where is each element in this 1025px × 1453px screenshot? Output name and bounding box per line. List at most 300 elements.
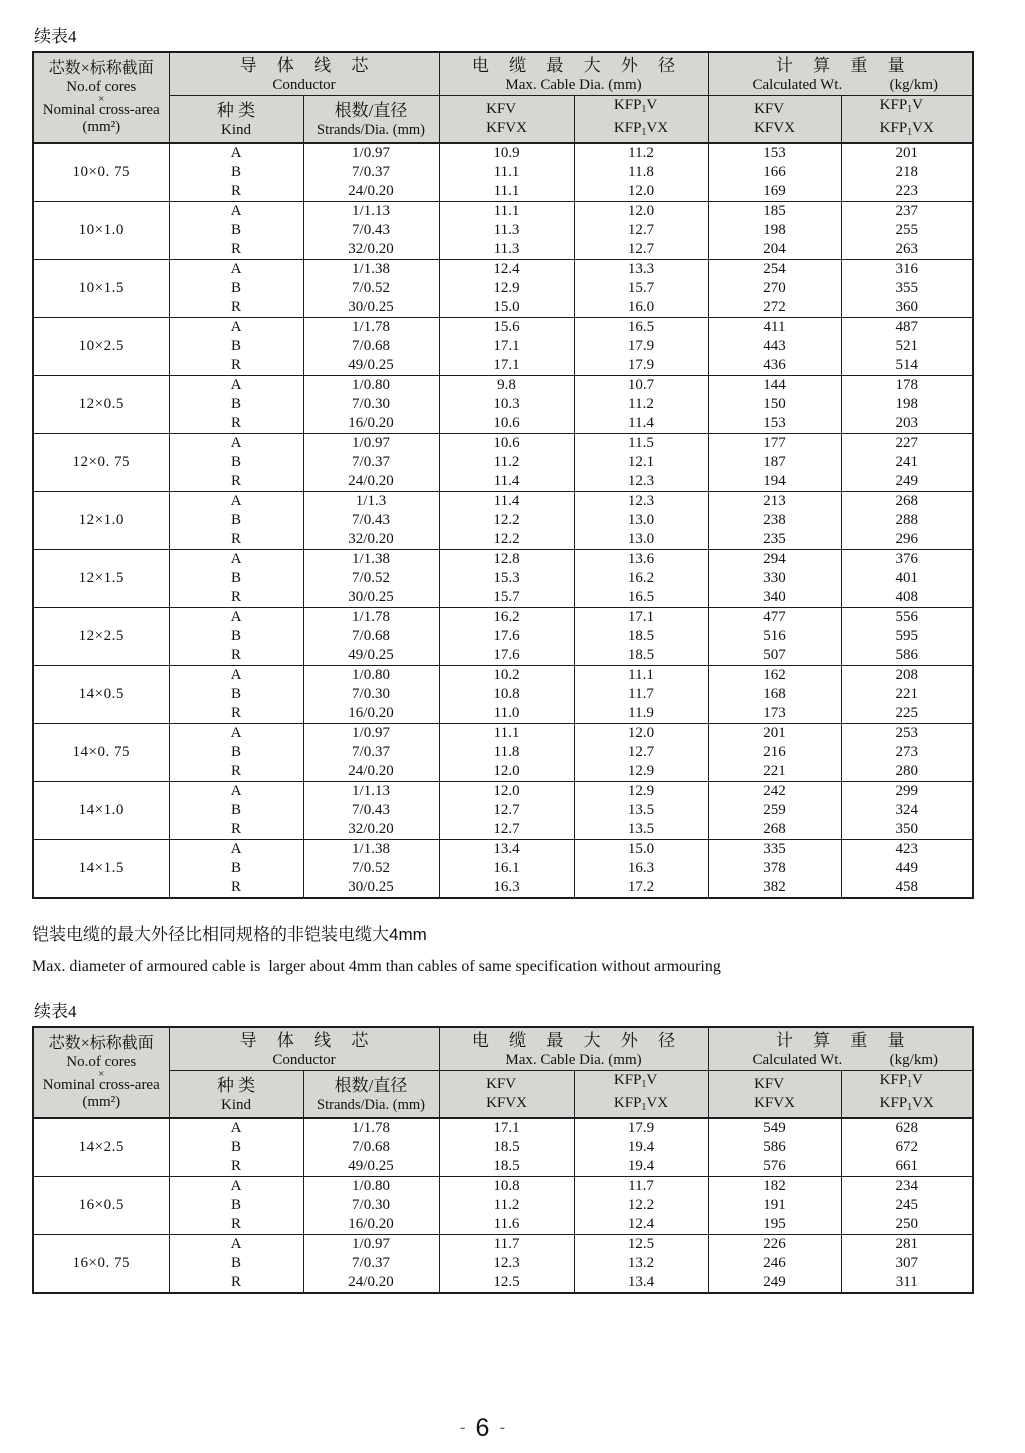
header-wt-kfp1v bbox=[841, 1071, 973, 1119]
cell-line: 12.3 bbox=[627, 473, 655, 489]
dia-kfp1v-cell bbox=[574, 724, 708, 782]
cross-area-label: 12×0. 75 bbox=[33, 434, 169, 492]
header-cross-area-en1: No.of cores bbox=[66, 1054, 137, 1070]
cell-line: 11.6 bbox=[493, 1216, 520, 1232]
dia-kfv-cell bbox=[439, 143, 574, 202]
cell-line: 18.5 bbox=[493, 1139, 520, 1155]
header-cross-area-en1: No.of cores bbox=[66, 79, 137, 95]
cell-line: 280 bbox=[895, 763, 918, 779]
cell-line: 17.6 bbox=[493, 628, 520, 644]
kind-cell bbox=[169, 1118, 303, 1177]
cell-line: 32/0.20 bbox=[348, 821, 394, 837]
cell-line: 1/1.78 bbox=[352, 609, 390, 625]
cell-line: R bbox=[230, 299, 241, 315]
cell-line: 30/0.25 bbox=[348, 879, 394, 895]
wt-kfp1v-cell bbox=[841, 782, 973, 840]
dia-kfp1v-cell bbox=[574, 666, 708, 724]
cell-line: 16.3 bbox=[493, 879, 520, 895]
cell-line: 458 bbox=[895, 879, 918, 895]
wt-kfv-cell bbox=[708, 434, 841, 492]
strands-cell bbox=[303, 840, 439, 899]
cell-line: 12.8 bbox=[493, 551, 520, 567]
cell-line: 17.9 bbox=[627, 357, 655, 373]
cell-line: 17.2 bbox=[627, 879, 655, 895]
cell-line: 182 bbox=[763, 1178, 786, 1194]
cell-line: 449 bbox=[895, 860, 918, 876]
kfp1vx-label: $KFP_1VX$ bbox=[613, 120, 669, 138]
cell-line: 16/0.20 bbox=[348, 1216, 394, 1232]
table-group-row bbox=[33, 608, 973, 666]
cell-line: R bbox=[230, 415, 241, 431]
cell-line: A bbox=[230, 203, 242, 219]
cell-line: 11.8 bbox=[628, 164, 654, 180]
cell-line: 12.9 bbox=[627, 783, 655, 799]
cell-line: 16.5 bbox=[627, 589, 655, 605]
cell-line: 355 bbox=[895, 280, 918, 296]
wt-kfv-cell bbox=[708, 1118, 841, 1177]
kfvx-label: KFVX bbox=[486, 1095, 527, 1111]
cell-line: 13.0 bbox=[627, 512, 655, 528]
cell-line: 15.0 bbox=[493, 299, 520, 315]
dia-kfv-cell bbox=[439, 782, 574, 840]
kfvx-label: KFVX bbox=[486, 120, 527, 136]
table2-body bbox=[33, 1118, 973, 1293]
kind-cell bbox=[169, 143, 303, 202]
cell-line: 12.0 bbox=[627, 203, 655, 219]
cell-line: 556 bbox=[895, 609, 918, 625]
header-kind-cn: 种 类 bbox=[216, 100, 256, 120]
cell-line: 11.0 bbox=[493, 705, 520, 721]
cell-line: 259 bbox=[763, 802, 786, 818]
cell-line: 225 bbox=[895, 705, 918, 721]
cell-line: 234 bbox=[895, 1178, 918, 1194]
cell-line: 12.7 bbox=[627, 744, 655, 760]
wt-kfv-cell bbox=[708, 550, 841, 608]
cell-line: 1/1.13 bbox=[352, 783, 390, 799]
cell-line: 1/0.97 bbox=[352, 435, 390, 451]
cell-line: 294 bbox=[763, 551, 786, 567]
cell-line: A bbox=[230, 609, 242, 625]
dia-kfp1v-cell bbox=[574, 376, 708, 434]
cell-line: 15.7 bbox=[493, 589, 520, 605]
dia-kfv-cell bbox=[439, 608, 574, 666]
dia-kfp1v-cell bbox=[574, 1118, 708, 1177]
cell-line: 169 bbox=[763, 183, 786, 199]
strands-cell bbox=[303, 434, 439, 492]
cell-line: 13.2 bbox=[627, 1255, 655, 1271]
cell-line: 216 bbox=[763, 744, 786, 760]
cell-line: 17.6 bbox=[493, 647, 520, 663]
cell-line: 281 bbox=[895, 1236, 918, 1252]
cell-line: 49/0.25 bbox=[348, 647, 394, 663]
cell-line: 268 bbox=[895, 493, 918, 509]
cell-line: A bbox=[230, 377, 242, 393]
table-group-row bbox=[33, 1235, 973, 1294]
cell-line: 17.1 bbox=[493, 338, 520, 354]
wt-kfv-cell bbox=[708, 202, 841, 260]
header-max-dia bbox=[439, 1027, 708, 1071]
dia-kfv-cell bbox=[439, 666, 574, 724]
cell-line: 242 bbox=[763, 783, 786, 799]
cross-area-label: 14×1.0 bbox=[33, 782, 169, 840]
cell-line: 16.0 bbox=[627, 299, 655, 315]
cell-line: 11.4 bbox=[493, 473, 520, 489]
cell-line: B bbox=[230, 744, 241, 760]
cell-line: 153 bbox=[763, 145, 786, 161]
header-cross-area-unit: (mm²) bbox=[82, 1094, 121, 1110]
cell-line: 507 bbox=[763, 647, 786, 663]
cell-line: 12.7 bbox=[493, 802, 520, 818]
cell-line: 13.5 bbox=[627, 821, 655, 837]
cell-line: 11.4 bbox=[493, 493, 520, 509]
cell-line: 201 bbox=[895, 145, 918, 161]
wt-kfp1v-cell bbox=[841, 1177, 973, 1235]
kind-cell bbox=[169, 550, 303, 608]
kfp1vx-label: $KFP_1VX$ bbox=[879, 1095, 934, 1113]
cell-line: 168 bbox=[763, 686, 786, 702]
cell-line: 307 bbox=[895, 1255, 918, 1271]
cell-line: 376 bbox=[895, 551, 918, 567]
cell-line: 12.0 bbox=[627, 725, 655, 741]
table1-title: 续表4 bbox=[34, 27, 77, 46]
cell-line: 7/0.37 bbox=[352, 164, 390, 180]
cell-line: 11.2 bbox=[493, 454, 520, 470]
kfv-label: KFV bbox=[754, 1076, 785, 1092]
cell-line: 16.2 bbox=[493, 609, 520, 625]
table-group-row bbox=[33, 318, 973, 376]
header-dia-kfv bbox=[439, 1071, 574, 1119]
cell-line: 213 bbox=[763, 493, 786, 509]
dia-kfv-cell bbox=[439, 840, 574, 899]
cell-line: A bbox=[230, 493, 242, 509]
wt-kfv-cell bbox=[708, 143, 841, 202]
cell-line: 1/0.97 bbox=[352, 725, 390, 741]
cell-line: R bbox=[230, 589, 241, 605]
cell-line: 299 bbox=[895, 783, 918, 799]
cell-line: 177 bbox=[763, 435, 786, 451]
cell-line: 227 bbox=[895, 435, 918, 451]
cell-line: 198 bbox=[763, 222, 786, 238]
header-strands-en: Strands/Dia. (mm) bbox=[317, 121, 425, 138]
cell-line: 7/0.68 bbox=[352, 628, 390, 644]
cell-line: 288 bbox=[895, 512, 918, 528]
dia-kfp1v-cell bbox=[574, 260, 708, 318]
cell-line: 11.2 bbox=[493, 1197, 520, 1213]
header-wt-kfv bbox=[708, 1071, 841, 1119]
kfp1vx-label: $KFP_1VX$ bbox=[613, 1095, 669, 1113]
cell-line: 1/1.3 bbox=[355, 493, 387, 509]
cross-area-label: 12×2.5 bbox=[33, 608, 169, 666]
table-group-row bbox=[33, 666, 973, 724]
table-group-row bbox=[33, 840, 973, 899]
header-cross-area-en2: Nominal cross-area bbox=[42, 1077, 160, 1093]
wt-kfv-cell bbox=[708, 782, 841, 840]
cross-area-label: 14×1.5 bbox=[33, 840, 169, 899]
cell-line: 153 bbox=[763, 415, 786, 431]
cell-line: 1/1.38 bbox=[352, 841, 390, 857]
cell-line: 221 bbox=[895, 686, 918, 702]
cell-line: 218 bbox=[895, 164, 918, 180]
table-group-row bbox=[33, 1177, 973, 1235]
cell-line: 514 bbox=[895, 357, 918, 373]
wt-kfv-cell bbox=[708, 608, 841, 666]
cell-line: 7/0.37 bbox=[352, 744, 390, 760]
cell-line: A bbox=[230, 1236, 242, 1252]
cell-line: 11.4 bbox=[628, 415, 654, 431]
strands-cell bbox=[303, 202, 439, 260]
wt-kfv-cell bbox=[708, 376, 841, 434]
kfp1v-label: $KFP_1V$ bbox=[613, 97, 658, 115]
header-calc-wt-en: Calculated Wt. bbox=[752, 1051, 843, 1068]
cell-line: 12.0 bbox=[493, 783, 520, 799]
cell-line: 672 bbox=[895, 1139, 918, 1155]
wt-kfv-cell bbox=[708, 666, 841, 724]
cross-area-label: 14×2.5 bbox=[33, 1118, 169, 1177]
cell-line: 10.9 bbox=[493, 145, 520, 161]
cell-line: 7/0.43 bbox=[352, 512, 390, 528]
cell-line: R bbox=[230, 879, 241, 895]
dia-kfv-cell bbox=[439, 376, 574, 434]
cell-line: B bbox=[230, 1197, 241, 1213]
cell-line: 15.7 bbox=[627, 280, 655, 296]
wt-kfv-cell bbox=[708, 1177, 841, 1235]
header-calc-wt bbox=[708, 52, 973, 96]
header-max-dia bbox=[439, 52, 708, 96]
cell-line: 12.7 bbox=[627, 241, 655, 257]
strands-cell bbox=[303, 376, 439, 434]
cell-line: 7/0.52 bbox=[352, 860, 390, 876]
cell-line: 628 bbox=[895, 1120, 918, 1136]
cell-line: 10.2 bbox=[493, 667, 520, 683]
header-conductor-cn: 导 体 线 芯 bbox=[239, 55, 377, 75]
cell-line: 316 bbox=[895, 261, 918, 277]
cell-line: 436 bbox=[763, 357, 786, 373]
wt-kfp1v-cell bbox=[841, 318, 973, 376]
cell-line: 11.1 bbox=[493, 183, 520, 199]
cable-spec-table-2 bbox=[32, 1026, 974, 1294]
dia-kfv-cell bbox=[439, 1177, 574, 1235]
cell-line: 11.8 bbox=[493, 744, 520, 760]
cell-line: B bbox=[230, 454, 241, 470]
cell-line: 11.3 bbox=[493, 241, 520, 257]
footer-dash-right: - bbox=[499, 1418, 506, 1437]
cell-line: 576 bbox=[763, 1158, 786, 1174]
dia-kfv-cell bbox=[439, 260, 574, 318]
cell-line: B bbox=[230, 686, 241, 702]
cell-line: A bbox=[230, 725, 242, 741]
table-group-row bbox=[33, 143, 973, 202]
cell-line: 11.7 bbox=[628, 1178, 654, 1194]
table-group-row bbox=[33, 260, 973, 318]
cell-line: 10.6 bbox=[493, 415, 520, 431]
strands-cell bbox=[303, 143, 439, 202]
cell-line: 12.3 bbox=[493, 1255, 520, 1271]
cell-line: 1/1.78 bbox=[352, 1120, 390, 1136]
cell-line: A bbox=[230, 667, 242, 683]
kind-cell bbox=[169, 666, 303, 724]
cell-line: 12.5 bbox=[493, 1274, 520, 1290]
cell-line: 194 bbox=[763, 473, 786, 489]
armour-note-chinese: 铠装电缆的最大外径比相同规格的非铠装电缆大4mm bbox=[32, 925, 427, 944]
page-footer bbox=[0, 1414, 965, 1443]
kind-cell bbox=[169, 260, 303, 318]
dia-kfp1v-cell bbox=[574, 434, 708, 492]
dia-kfp1v-cell bbox=[574, 143, 708, 202]
wt-kfv-cell bbox=[708, 318, 841, 376]
cell-line: 191 bbox=[763, 1197, 786, 1213]
cell-line: 16.1 bbox=[493, 860, 520, 876]
cell-line: 263 bbox=[895, 241, 918, 257]
cell-line: 324 bbox=[895, 802, 918, 818]
cross-area-label: 12×1.0 bbox=[33, 492, 169, 550]
dia-kfp1v-cell bbox=[574, 840, 708, 899]
cell-line: 16/0.20 bbox=[348, 705, 394, 721]
cell-line: B bbox=[230, 512, 241, 528]
strands-cell bbox=[303, 608, 439, 666]
cell-line: 1/0.97 bbox=[352, 1236, 390, 1252]
armour-note-english: Max. diameter of armoured cable is larger about 4mm than cables of same specification without armouring bbox=[32, 958, 721, 975]
dia-kfp1v-cell bbox=[574, 608, 708, 666]
header-dia-kfp1v bbox=[574, 1071, 708, 1119]
wt-kfv-cell bbox=[708, 492, 841, 550]
strands-cell bbox=[303, 724, 439, 782]
cross-area-label: 10×1.0 bbox=[33, 202, 169, 260]
cell-line: 238 bbox=[763, 512, 786, 528]
cell-line: 12.1 bbox=[627, 454, 655, 470]
cell-line: 1/1.13 bbox=[352, 203, 390, 219]
cell-line: 7/0.68 bbox=[352, 338, 390, 354]
header-calc-wt bbox=[708, 1027, 973, 1071]
cell-line: 237 bbox=[895, 203, 918, 219]
cell-line: 382 bbox=[763, 879, 786, 895]
header-strands-cn: 根数/直径 bbox=[334, 1075, 408, 1095]
cell-line: 235 bbox=[763, 531, 786, 547]
cross-area-label: 10×0. 75 bbox=[33, 143, 169, 202]
cell-line: 255 bbox=[895, 222, 918, 238]
cell-line: 178 bbox=[895, 377, 918, 393]
cell-line: A bbox=[230, 783, 242, 799]
cell-line: A bbox=[230, 435, 242, 451]
cell-line: R bbox=[230, 241, 241, 257]
kind-cell bbox=[169, 840, 303, 899]
cell-line: 10.3 bbox=[493, 396, 520, 412]
header-calc-wt-cn: 计 算 重 量 bbox=[775, 55, 913, 75]
cross-area-label: 10×1.5 bbox=[33, 260, 169, 318]
strands-cell bbox=[303, 550, 439, 608]
cell-line: 12.7 bbox=[493, 821, 520, 837]
dia-kfv-cell bbox=[439, 724, 574, 782]
cell-line: 477 bbox=[763, 609, 786, 625]
cell-line: 7/0.30 bbox=[352, 686, 390, 702]
wt-kfv-cell bbox=[708, 260, 841, 318]
cell-line: 11.2 bbox=[628, 396, 654, 412]
wt-kfp1v-cell bbox=[841, 666, 973, 724]
kind-cell bbox=[169, 434, 303, 492]
header-strands-cn: 根数/直径 bbox=[334, 100, 408, 120]
cross-area-label: 14×0.5 bbox=[33, 666, 169, 724]
cell-line: 16.5 bbox=[627, 319, 655, 335]
cell-line: 1/1.38 bbox=[352, 551, 390, 567]
cell-line: 12.4 bbox=[627, 1216, 655, 1232]
table-group-row bbox=[33, 782, 973, 840]
table-group-row bbox=[33, 202, 973, 260]
cell-line: 204 bbox=[763, 241, 786, 257]
header-kind bbox=[169, 96, 303, 144]
cell-line: 10.8 bbox=[493, 686, 520, 702]
cell-line: 201 bbox=[763, 725, 786, 741]
header-cross-area-en2: Nominal cross-area bbox=[42, 102, 160, 118]
cell-line: 10.7 bbox=[627, 377, 655, 393]
cell-line: 12.3 bbox=[627, 493, 655, 509]
cell-line: 16/0.20 bbox=[348, 415, 394, 431]
cell-line: 11.1 bbox=[493, 725, 520, 741]
dia-kfv-cell bbox=[439, 1235, 574, 1294]
kind-cell bbox=[169, 782, 303, 840]
dia-kfp1v-cell bbox=[574, 1177, 708, 1235]
cell-line: 11.7 bbox=[628, 686, 654, 702]
dia-kfv-cell bbox=[439, 1118, 574, 1177]
cell-line: 246 bbox=[763, 1255, 786, 1271]
cell-line: 24/0.20 bbox=[348, 473, 394, 489]
kfp1v-label: $KFP_1V$ bbox=[879, 97, 924, 115]
cross-area-label: 12×1.5 bbox=[33, 550, 169, 608]
cell-line: 11.5 bbox=[628, 435, 654, 451]
cell-line: 16.3 bbox=[627, 860, 655, 876]
cell-line: R bbox=[230, 705, 241, 721]
wt-kfv-cell bbox=[708, 1235, 841, 1294]
header-conductor bbox=[169, 52, 439, 96]
wt-kfp1v-cell bbox=[841, 434, 973, 492]
strands-cell bbox=[303, 260, 439, 318]
cell-line: 203 bbox=[895, 415, 918, 431]
table-group-row bbox=[33, 434, 973, 492]
header-conductor bbox=[169, 1027, 439, 1071]
cell-line: R bbox=[230, 473, 241, 489]
cell-line: 18.5 bbox=[627, 628, 655, 644]
cell-line: B bbox=[230, 802, 241, 818]
kind-cell bbox=[169, 376, 303, 434]
cell-line: 411 bbox=[763, 319, 786, 335]
header-cross-area-cn: 芯数×标称截面 bbox=[48, 1035, 154, 1052]
cell-line: B bbox=[230, 396, 241, 412]
dia-kfv-cell bbox=[439, 550, 574, 608]
dia-kfp1v-cell bbox=[574, 492, 708, 550]
cell-line: 162 bbox=[763, 667, 786, 683]
cell-line: R bbox=[230, 647, 241, 663]
times-symbol: × bbox=[98, 93, 105, 105]
cell-line: B bbox=[230, 1255, 241, 1271]
cell-line: R bbox=[230, 1216, 241, 1232]
header-kind-cn: 种 类 bbox=[216, 1075, 256, 1095]
cell-line: R bbox=[230, 357, 241, 373]
cell-line: 13.6 bbox=[627, 551, 655, 567]
cell-line: 49/0.25 bbox=[348, 357, 394, 373]
cell-line: 11.1 bbox=[493, 203, 520, 219]
header-kind-en: Kind bbox=[221, 1096, 251, 1113]
cell-line: 223 bbox=[895, 183, 918, 199]
cell-line: 166 bbox=[763, 164, 786, 180]
header-cross-area bbox=[33, 1027, 169, 1118]
header-dia-kfv bbox=[439, 96, 574, 144]
cell-line: 1/0.80 bbox=[352, 667, 390, 683]
kfv-label: KFV bbox=[754, 101, 785, 117]
cell-line: 521 bbox=[895, 338, 918, 354]
dia-kfp1v-cell bbox=[574, 202, 708, 260]
wt-kfp1v-cell bbox=[841, 550, 973, 608]
cell-line: 7/0.52 bbox=[352, 570, 390, 586]
cell-line: 17.1 bbox=[493, 357, 520, 373]
cell-line: 253 bbox=[895, 725, 918, 741]
